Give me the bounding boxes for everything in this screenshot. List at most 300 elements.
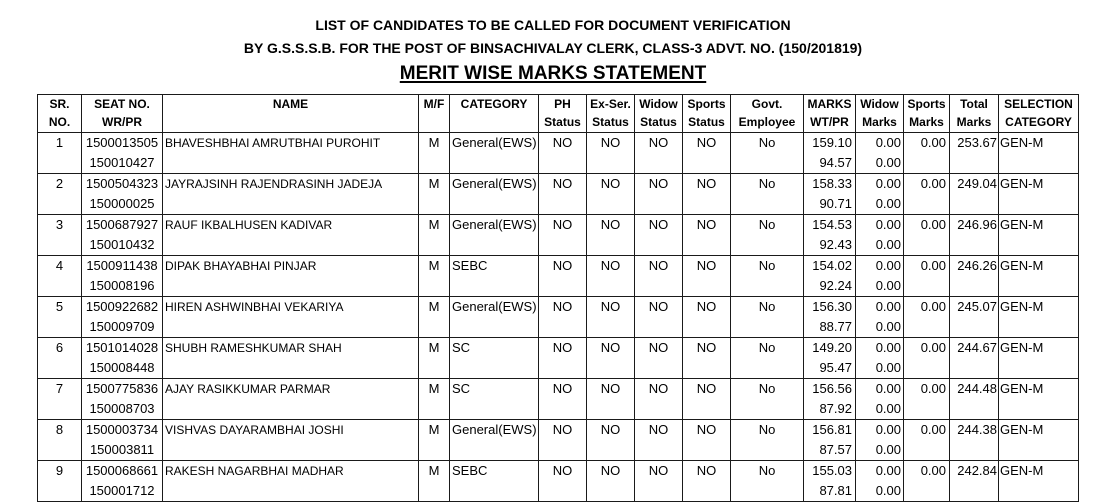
category-cell [450, 420, 539, 461]
govt-employee-cell [731, 461, 804, 502]
seat-no-cell [82, 133, 163, 174]
widow-status: NO [648, 176, 669, 191]
marks-cell [804, 133, 856, 174]
seat-no-wr: 1500775836 [85, 381, 159, 396]
widow-marks-cell [856, 133, 904, 174]
gender-cell [419, 133, 450, 174]
widow-marks-cell [856, 379, 904, 420]
ex-serviceman-status: NO [600, 176, 621, 191]
seat-no-cell [82, 174, 163, 215]
widow-status-cell [635, 461, 683, 502]
ex-serviceman-status: NO [600, 299, 621, 314]
header-gender [419, 95, 450, 133]
seat-no-cell [82, 461, 163, 502]
widow-marks-pr: 0.00 [875, 319, 901, 334]
ex-serviceman-status: NO [600, 135, 621, 150]
header-label: Status [592, 115, 629, 129]
header-label: Status [544, 115, 581, 129]
gender-cell [419, 338, 450, 379]
sports-status: NO [696, 299, 717, 314]
ex-serviceman-status: NO [600, 258, 621, 273]
ex-serviceman-status-cell [587, 215, 635, 256]
ph-status-cell [539, 297, 587, 338]
header-label: Govt. [751, 97, 783, 111]
category: General(EWS) [452, 135, 537, 150]
category: General(EWS) [452, 299, 537, 314]
sports-status-cell [683, 461, 731, 502]
selection-category-cell [999, 256, 1079, 297]
widow-marks-wt: 0.00 [875, 135, 901, 150]
widow-status: NO [648, 135, 669, 150]
ph-status-cell [539, 420, 587, 461]
selection-category-cell [999, 461, 1079, 502]
selection-category: GEN-M [1000, 176, 1044, 191]
seat-no-wr: 1500911438 [86, 258, 158, 273]
name-cell [163, 215, 419, 256]
candidate-name: RAKESH NAGARBHAI MADHAR [165, 464, 344, 478]
header-sr-no [38, 95, 82, 133]
gender: M [428, 381, 440, 396]
header-row [38, 95, 1079, 133]
govt-employee: No [758, 135, 776, 150]
seat-no-pr: 150008448 [89, 360, 155, 375]
selection-category: GEN-M [1000, 340, 1044, 355]
marks-pr: 92.43 [819, 237, 852, 252]
selection-category: GEN-M [1000, 258, 1044, 273]
govt-employee: No [758, 463, 776, 478]
total-marks: 249.04 [957, 176, 997, 191]
header-marks [804, 95, 856, 133]
widow-status: NO [648, 340, 669, 355]
govt-employee-cell [731, 215, 804, 256]
sr-no-cell [38, 215, 82, 256]
widow-marks-cell [856, 420, 904, 461]
ph-status: NO [552, 217, 573, 232]
total-marks: 244.48 [957, 381, 997, 396]
widow-marks-wt: 0.00 [875, 299, 901, 314]
ex-serviceman-status-cell [587, 338, 635, 379]
name-cell [163, 420, 419, 461]
sr-no-cell [38, 338, 82, 379]
sports-marks: 0.00 [920, 422, 946, 437]
govt-employee: No [758, 176, 776, 191]
total-marks: 242.84 [957, 463, 997, 478]
selection-category-cell [999, 174, 1079, 215]
marks-pr: 88.77 [819, 319, 852, 334]
seat-no-cell [82, 420, 163, 461]
marks-wt: 156.30 [812, 299, 852, 314]
marks-wt: 156.56 [812, 381, 852, 396]
marks-wt: 155.03 [812, 463, 852, 478]
govt-employee-cell [731, 420, 804, 461]
selection-category-cell [999, 297, 1079, 338]
sports-status: NO [696, 217, 717, 232]
total-marks: 246.26 [957, 258, 997, 273]
sr-no: 4 [55, 258, 64, 273]
marks-wt: 158.33 [812, 176, 852, 191]
candidate-name: DIPAK BHAYABHAI PINJAR [165, 259, 317, 273]
header-label: NAME [272, 97, 309, 111]
gender: M [428, 422, 440, 437]
category-cell [450, 215, 539, 256]
widow-status-cell [635, 215, 683, 256]
seat-no-pr: 150008703 [89, 401, 155, 416]
sr-no: 3 [55, 217, 64, 232]
sports-marks: 0.00 [920, 381, 946, 396]
ph-status: NO [552, 463, 573, 478]
total-marks-cell [950, 420, 999, 461]
marks-cell [804, 420, 856, 461]
category-cell [450, 338, 539, 379]
category: General(EWS) [452, 176, 537, 191]
sports-status: NO [696, 135, 717, 150]
category: SC [452, 381, 471, 396]
widow-marks-pr: 0.00 [875, 196, 901, 211]
marks-cell [804, 338, 856, 379]
widow-status-cell [635, 174, 683, 215]
header-seat-no [82, 95, 163, 133]
selection-category-cell [999, 338, 1079, 379]
widow-marks-pr: 0.00 [875, 237, 901, 252]
govt-employee-cell [731, 256, 804, 297]
header-label: PH [554, 97, 571, 111]
ex-serviceman-status-cell [587, 379, 635, 420]
sr-no: 5 [55, 299, 64, 314]
sports-status-cell [683, 133, 731, 174]
sports-status: NO [696, 381, 717, 396]
marks-wt: 149.20 [812, 340, 852, 355]
sports-marks-cell [904, 215, 950, 256]
total-marks: 244.67 [957, 340, 997, 355]
sports-status-cell [683, 215, 731, 256]
total-marks: 245.07 [957, 299, 997, 314]
header-label: Ex-Ser. [590, 97, 631, 111]
category: SEBC [452, 463, 488, 478]
selection-category: GEN-M [1000, 422, 1044, 437]
seat-no-wr: 1501014028 [85, 340, 159, 355]
sports-status-cell [683, 174, 731, 215]
header-label: MARKS [807, 97, 852, 111]
marks-pr: 92.24 [819, 278, 852, 293]
header-label: Marks [862, 115, 897, 129]
category-cell [450, 133, 539, 174]
sports-status-cell [683, 338, 731, 379]
marks-wt: 156.81 [812, 422, 852, 437]
sr-no-cell [38, 461, 82, 502]
sports-marks-cell [904, 133, 950, 174]
sports-status-cell [683, 420, 731, 461]
header-label: Marks [909, 115, 944, 129]
header-ph-status [539, 95, 587, 133]
document-title-line-1: LIST OF CANDIDATES TO BE CALLED FOR DOCUMENT VERIFICATION [315, 17, 791, 33]
total-marks-cell [950, 297, 999, 338]
sports-status: NO [696, 422, 717, 437]
selection-category: GEN-M [1000, 381, 1044, 396]
candidate-name: HIREN ASHWINBHAI VEKARIYA [165, 300, 344, 314]
ph-status: NO [552, 381, 573, 396]
header-label: M/F [423, 97, 445, 111]
seat-no-cell [82, 256, 163, 297]
gender-cell [419, 379, 450, 420]
marks-cell [804, 215, 856, 256]
govt-employee: No [758, 340, 776, 355]
header-govt-employee [731, 95, 804, 133]
widow-marks-wt: 0.00 [875, 381, 901, 396]
merit-table-body [38, 133, 1079, 502]
marks-cell [804, 174, 856, 215]
govt-employee: No [758, 217, 776, 232]
category: General(EWS) [452, 422, 537, 437]
seat-no-wr: 1500922682 [85, 299, 159, 314]
table-row [38, 256, 1079, 297]
table-row [38, 133, 1079, 174]
header-label: Sports [687, 97, 726, 111]
sr-no-cell [38, 379, 82, 420]
sr-no: 1 [55, 135, 64, 150]
header-label: Total [960, 97, 988, 111]
ph-status: NO [552, 299, 573, 314]
name-cell [163, 133, 419, 174]
widow-marks-cell [856, 461, 904, 502]
name-cell [163, 338, 419, 379]
sr-no: 6 [55, 340, 64, 355]
total-marks-cell [950, 256, 999, 297]
seat-no-pr: 150003811 [89, 442, 155, 457]
total-marks-cell [950, 338, 999, 379]
header-label: Status [688, 115, 725, 129]
widow-status-cell [635, 338, 683, 379]
widow-marks-cell [856, 215, 904, 256]
ph-status-cell [539, 174, 587, 215]
table-row [38, 174, 1079, 215]
sr-no-cell [38, 256, 82, 297]
widow-status: NO [648, 422, 669, 437]
ph-status-cell [539, 133, 587, 174]
ex-serviceman-status-cell [587, 297, 635, 338]
table-row [38, 461, 1079, 502]
selection-category: GEN-M [1000, 463, 1044, 478]
seat-no-pr: 150008196 [89, 278, 155, 293]
govt-employee-cell [731, 133, 804, 174]
sports-marks: 0.00 [920, 463, 946, 478]
govt-employee: No [758, 422, 776, 437]
header-widow-status [635, 95, 683, 133]
header-total-marks [950, 95, 999, 133]
widow-marks-pr: 0.00 [875, 483, 901, 498]
category-cell [450, 461, 539, 502]
govt-employee-cell [731, 174, 804, 215]
marks-cell [804, 256, 856, 297]
header-label: WR/PR [102, 115, 142, 129]
sports-marks-cell [904, 174, 950, 215]
gender: M [428, 135, 440, 150]
sr-no-cell [38, 297, 82, 338]
ph-status-cell [539, 215, 587, 256]
selection-category-cell [999, 379, 1079, 420]
candidate-name: JAYRAJSINH RAJENDRASINH JADEJA [165, 177, 383, 191]
ph-status: NO [552, 422, 573, 437]
sports-status-cell [683, 297, 731, 338]
seat-no-cell [82, 379, 163, 420]
table-row [38, 215, 1079, 256]
total-marks-cell [950, 461, 999, 502]
sports-status-cell [683, 256, 731, 297]
header-sports-status [683, 95, 731, 133]
widow-marks-pr: 0.00 [875, 442, 901, 457]
marks-pr: 87.92 [819, 401, 852, 416]
ph-status-cell [539, 338, 587, 379]
sports-marks-cell [904, 379, 950, 420]
ph-status: NO [552, 340, 573, 355]
marks-wt: 159.10 [812, 135, 852, 150]
widow-marks-cell [856, 297, 904, 338]
gender-cell [419, 420, 450, 461]
widow-marks-pr: 0.00 [875, 155, 901, 170]
widow-marks-cell [856, 338, 904, 379]
candidate-name: SHUBH RAMESHKUMAR SHAH [165, 341, 342, 355]
marks-wt: 154.02 [812, 258, 852, 273]
govt-employee-cell [731, 379, 804, 420]
seat-no-wr: 1500068661 [85, 463, 159, 478]
sr-no: 9 [55, 463, 64, 478]
header-sports-marks [904, 95, 950, 133]
govt-employee: No [758, 258, 776, 273]
selection-category-cell [999, 215, 1079, 256]
candidate-name: VISHVAS DAYARAMBHAI JOSHI [165, 423, 344, 437]
sr-no: 8 [55, 422, 64, 437]
gender-cell [419, 256, 450, 297]
ex-serviceman-status: NO [600, 217, 621, 232]
sports-marks: 0.00 [920, 258, 946, 273]
sports-status: NO [696, 463, 717, 478]
marks-pr: 90.71 [819, 196, 852, 211]
sr-no-cell [38, 133, 82, 174]
header-label: Sports [907, 97, 946, 111]
seat-no-pr: 150010427 [89, 155, 155, 170]
widow-marks-cell [856, 174, 904, 215]
gender: M [428, 258, 440, 273]
total-marks-cell [950, 174, 999, 215]
table-row [38, 379, 1079, 420]
gender: M [428, 340, 440, 355]
seat-no-wr: 1500504323 [85, 176, 159, 191]
ex-serviceman-status-cell [587, 256, 635, 297]
category-cell [450, 379, 539, 420]
total-marks-cell [950, 215, 999, 256]
gender-cell [419, 174, 450, 215]
widow-marks-cell [856, 256, 904, 297]
sports-marks-cell [904, 461, 950, 502]
ex-serviceman-status: NO [600, 463, 621, 478]
widow-marks-wt: 0.00 [875, 463, 901, 478]
candidate-name: AJAY RASIKKUMAR PARMAR [165, 382, 331, 396]
widow-status-cell [635, 420, 683, 461]
header-category [450, 95, 539, 133]
header-label: WT/PR [810, 115, 849, 129]
seat-no-wr: 1500687927 [85, 217, 159, 232]
widow-status: NO [648, 217, 669, 232]
ph-status-cell [539, 379, 587, 420]
sports-marks: 0.00 [920, 176, 946, 191]
gender: M [428, 176, 440, 191]
candidate-name: BHAVESHBHAI AMRUTBHAI PUROHIT [165, 136, 381, 150]
govt-employee-cell [731, 297, 804, 338]
category-cell [450, 297, 539, 338]
ex-serviceman-status: NO [600, 422, 621, 437]
widow-status-cell [635, 256, 683, 297]
sr-no-cell [38, 174, 82, 215]
widow-status: NO [648, 381, 669, 396]
name-cell [163, 256, 419, 297]
ex-serviceman-status-cell [587, 461, 635, 502]
header-label: NO. [48, 115, 71, 129]
category: SC [452, 340, 471, 355]
selection-category-cell [999, 133, 1079, 174]
seat-no-wr: 1500003734 [85, 422, 159, 437]
widow-marks-pr: 0.00 [875, 278, 901, 293]
sports-marks: 0.00 [920, 299, 946, 314]
marks-pr: 95.47 [819, 360, 852, 375]
ex-serviceman-status: NO [600, 381, 621, 396]
header-ex-serviceman-status [587, 95, 635, 133]
gender: M [428, 299, 440, 314]
sr-no-cell [38, 420, 82, 461]
name-cell [163, 174, 419, 215]
ex-serviceman-status-cell [587, 133, 635, 174]
seat-no-wr: 1500013505 [85, 135, 159, 150]
header-label: SR. [49, 97, 70, 111]
ph-status: NO [552, 176, 573, 191]
table-row [38, 297, 1079, 338]
widow-marks-wt: 0.00 [875, 176, 901, 191]
selection-category-cell [999, 420, 1079, 461]
document-title-line-2: BY G.S.S.S.B. FOR THE POST OF BINSACHIVALAY CLERK, CLASS-3 ADVT. NO. (150/201819) [243, 40, 863, 56]
seat-no-cell [82, 215, 163, 256]
header-label: Marks [956, 115, 992, 129]
header-label: Widow [639, 97, 678, 111]
widow-marks-pr: 0.00 [875, 360, 901, 375]
header-label: Status [640, 115, 677, 129]
gender: M [428, 217, 440, 232]
header-label: Widow [860, 97, 899, 111]
marks-cell [804, 297, 856, 338]
widow-marks-wt: 0.00 [875, 217, 901, 232]
category-cell [450, 256, 539, 297]
header-label: SEAT NO. [94, 97, 150, 111]
sr-no: 2 [55, 176, 64, 191]
name-cell [163, 461, 419, 502]
sports-marks-cell [904, 420, 950, 461]
gender: M [428, 463, 440, 478]
sports-marks-cell [904, 338, 950, 379]
widow-marks-wt: 0.00 [875, 258, 901, 273]
seat-no-pr: 150010432 [89, 237, 155, 252]
header-label: Employee [738, 115, 796, 129]
category: SEBC [452, 258, 488, 273]
merit-table [37, 94, 1079, 502]
widow-status: NO [648, 463, 669, 478]
sports-marks: 0.00 [920, 135, 946, 150]
ex-serviceman-status-cell [587, 420, 635, 461]
header-label: SELECTION [1004, 97, 1073, 111]
selection-category: GEN-M [1000, 299, 1044, 314]
table-row [38, 420, 1079, 461]
gender-cell [419, 297, 450, 338]
name-cell [163, 379, 419, 420]
statement-heading: MERIT WISE MARKS STATEMENT [399, 63, 707, 84]
header-label: CATEGORY [460, 97, 528, 111]
seat-no-cell [82, 338, 163, 379]
